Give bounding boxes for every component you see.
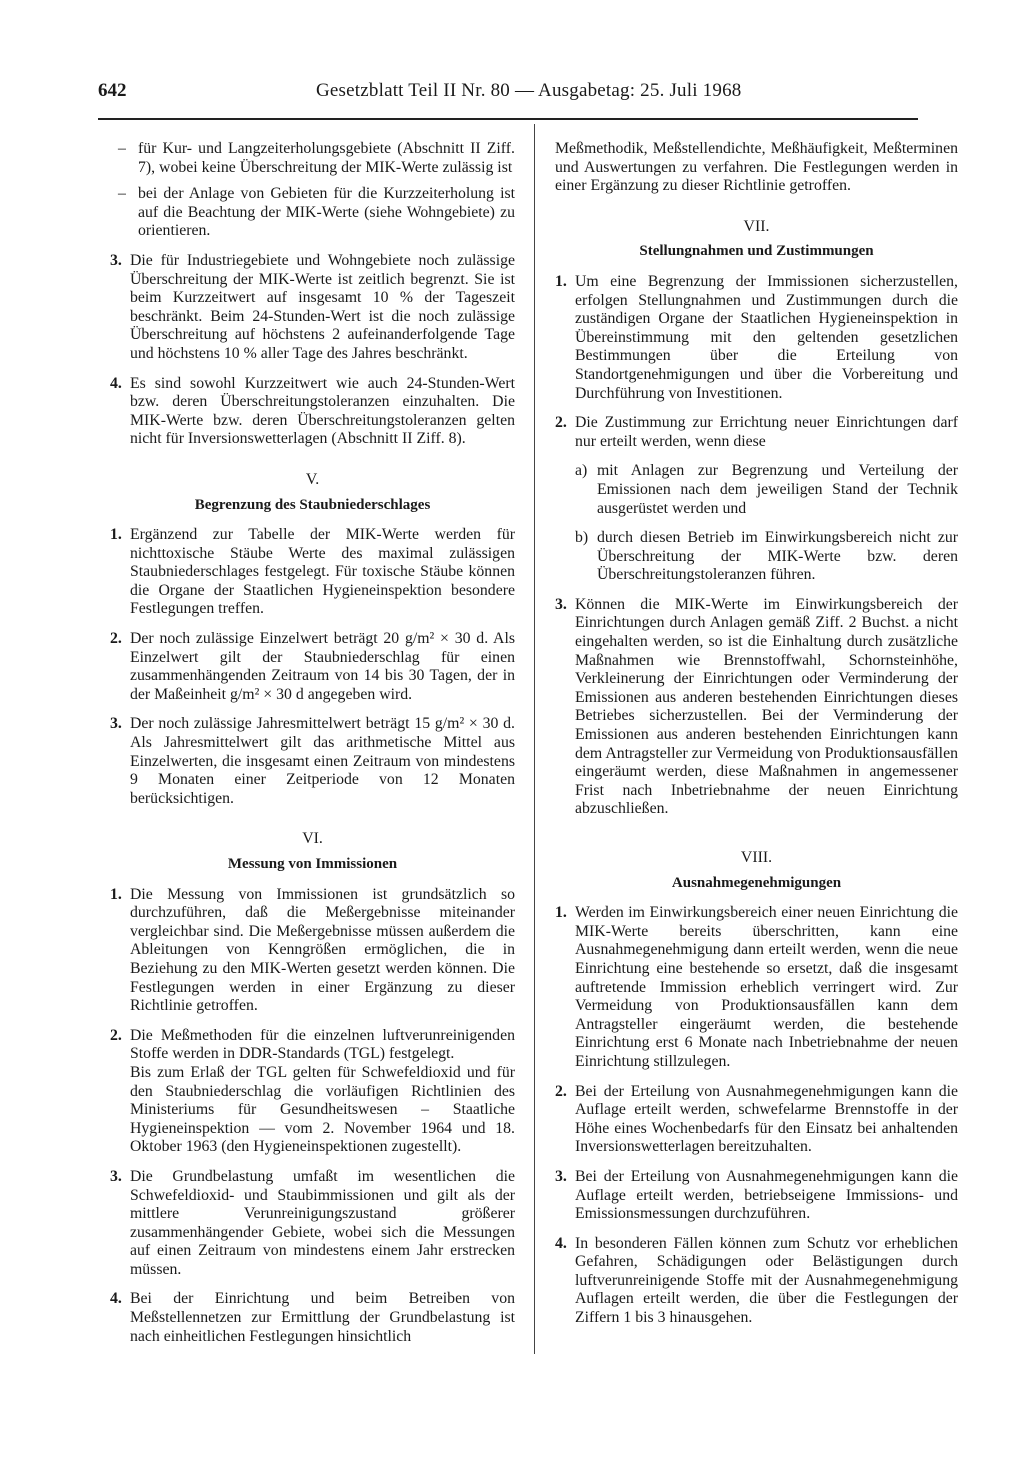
item-text: Bei der Erteilung von Ausnahmegenehmigungen kann die Auflage erteilt werden, betriebseigene Immissions- und Emissionsmessungen durchzuführen. <box>575 1167 958 1223</box>
section-viii-number: VIII. <box>740 849 773 866</box>
item-number: 1. <box>110 526 122 544</box>
item-text: Werden im Einwirkungsbereich einer neuen Einrichtung die MIK-Werte bereits überschritten, kann eine Ausnahmegenehmigung dann erteilt werden, wenn die neue Einrichtung eine bestehende so ersetzt, daß die insgesamt auftretende Immission erheblich verringert wird. Zur Vermeidung von Produktionsausfällen kann dem Antragsteller eingeräumt werden, die bestehende Einrichtung erst 6 Monate nach Inbetriebnahme der neuen Einrichtung stillzulegen. <box>575 904 958 1070</box>
page-number: 642 <box>98 80 127 101</box>
column-divider <box>534 124 535 1354</box>
item-number: 2. <box>555 414 567 432</box>
list-item <box>110 630 515 704</box>
item-text: Die Zustimmung zur Errichtung neuer Einrichtungen darf nur erteilt werden, wenn diese <box>575 414 958 450</box>
list-item <box>555 1235 958 1328</box>
item-number: 3. <box>555 595 567 613</box>
section-viii-heading: Ausnahmegenehmigungen <box>671 874 842 891</box>
dash-item-text: für Kur- und Langzeiterholungsgebiete (Abschnitt II Ziff. 7), wobei keine Überschreitung der MIK-Werte zulässig ist <box>138 140 515 176</box>
page-header <box>98 80 918 108</box>
sub-item <box>555 462 958 518</box>
list-item <box>110 1290 515 1346</box>
item-number: 3. <box>110 1167 122 1185</box>
item-number: 3. <box>110 715 122 733</box>
item-text: Bei der Erteilung von Ausnahmegenehmigungen kann die Auflage erteilt werden, schwefelarme Brennstoffe in der Höhe eines Wochenbedarfs für den Einsatz bei anhaltenden Inversionswetterlagen bereitzuhalten. <box>575 1082 958 1156</box>
list-item <box>555 1168 958 1224</box>
list-item <box>555 273 958 403</box>
item-text: Der noch zulässige Jahresmittelwert beträgt 15 g/m² × 30 d. Als Jahresmittelwert gilt das arithmetische Mittel aus Einzelwerten, die insgesamt einen Zeitraum von mindestens 9 Monaten einer Zeitperiode von 12 Monaten berücksichtigen. <box>130 715 515 807</box>
section-vi-heading: Messung von Immissionen <box>227 856 398 872</box>
list-item <box>110 526 515 619</box>
item-text: Die Messung von Immissionen ist grundsätzlich so durchzuführen, daß die Meßergebnisse miteinander vergleichbar sind. Die Meßergebnisse müssen außerdem die Ableitungen von Kenngrößen ermöglichen, die in Beziehung zu den MIK-Werten gesetzt werden können. Die Festlegungen werden in einer Ergänzung zu dieser Richtlinie getroffen. <box>130 885 515 1015</box>
dash-item <box>110 185 515 241</box>
sub-item-label: b) <box>575 529 589 547</box>
list-item <box>110 375 515 449</box>
list-item <box>110 715 515 808</box>
sub-item <box>555 529 958 585</box>
item-text: Der noch zulässige Einzelwert beträgt 20 g/m² × 30 d. Als Einzelwert gilt der Staubniederschlag für einen zusammenhängenden Zeitraum von 14 bis 30 Tagen, der in der Maßeinheit g/m² × 30 d angegeben wird. <box>130 630 515 703</box>
item-text: In besonderen Fällen können zum Schutz vor erheblichen Gefahren, Schädigungen oder Belästigungen durch luftverunreinigende Stoffe mit der Ausnahmegenehmigung Auflagen erteilt werden, die über die Festlegungen der Ziffern 1 bis 3 hinausgehen. <box>575 1234 958 1327</box>
dash-marker: – <box>118 185 126 203</box>
section-vii-number: VII. <box>743 217 770 235</box>
list-item <box>555 596 958 819</box>
dash-marker: – <box>118 140 126 157</box>
list-item <box>555 1083 958 1157</box>
list-item <box>110 886 515 1016</box>
item-number: 3. <box>110 251 122 269</box>
item-text: Die für Industriegebiete und Wohngebiete noch zulässige Überschreitung der MIK-Werte ist zeitlich begrenzt. Sie ist beim Kurzzeitwert auf insgesamt 10 % der Tageszeit beschränkt. Beim 24-Stunden-Wert ist die noch zulässige Überschreitung auf höchstens 2 aufeinanderfolgende Tage und höchstens 10 % aller Tage des Jahres beschränkt. <box>130 251 515 362</box>
item-number: 1. <box>110 885 122 903</box>
sub-item-text: mit Anlagen zur Begrenzung und Verteilung der Emissionen nach dem jeweiligen Stand der Technik ausgerüstet werden und <box>597 462 958 517</box>
section-vii-heading: Stellungnahmen und Zustimmungen <box>639 243 874 260</box>
item-number: 2. <box>555 1082 567 1100</box>
item-text: Um eine Begrenzung der Immissionen sicherzustellen, erfolgen Stellungnahmen und Zustimmungen durch die zuständigen Organe der Staatlichen Hygieneinspektion in Übereinstimmung mit den geltenden gesetzlichen Bestimmungen über die Erteilung von Standortgenehmigungen und über die Vorbereitung und Durchführung von Investitionen. <box>575 272 958 402</box>
dash-item-text: bei der Anlage von Gebieten für die Kurzzeiterholung ist auf die Beachtung der MIK-Werte (siehe Wohngebiete) zu orientieren. <box>138 185 515 240</box>
section-v-heading: Begrenzung des Staubniederschlages <box>194 496 431 513</box>
item-text: Können die MIK-Werte im Einwirkungsbereich der Einrichtungen durch Anlagen gemäß Ziff. 2 Buchst. a nicht eingehalten werden, so ist die Einhaltung durch zusätzliche Maßnahmen wie Brennstoffwahl, Schornsteinhöhe, Verkleinerung der Einrichtungen oder Verminderung der Emissionen aus anderen bestehenden Einrichtungen dieses Betriebes sicherzustellen. Bei der Verminderung der Emissionen aus anderen bestehenden Einrichtungen kann dem Antragsteller zur Vermeidung von Produktionsausfällen eingeräumt werden, diese Maßnahmen in angemessener Frist nach Inbetriebnahme der neuen Einrichtung abzuschließen. <box>575 595 958 818</box>
sub-item-label: a) <box>575 462 588 480</box>
item-number: 4. <box>110 1290 122 1308</box>
list-item <box>110 252 515 364</box>
header-rule <box>98 118 918 120</box>
item-text: Bei der Einrichtung und beim Betreiben von Meßstellennetzen zur Ermittlung der Grundbelastung ist nach einheitlichen Festlegungen hinsichtlich <box>130 1290 515 1345</box>
list-item <box>110 1027 515 1157</box>
item-number: 1. <box>555 904 567 922</box>
item-number: 2. <box>110 1026 122 1044</box>
item-number: 1. <box>555 272 567 290</box>
left-column <box>110 140 515 1357</box>
item-text: Es sind sowohl Kurzzeitwert wie auch 24-Stunden-Wert bzw. deren Überschreitungstoleranzen einzuhalten. Die MIK-Werte bzw. deren Überschreitungstoleranzen gelten nicht für Inversionswetterlagen (Abschnitt II Ziff. 8). <box>130 374 515 448</box>
item-number: 2. <box>110 630 122 648</box>
item-text: Die Grundbelastung umfaßt im wesentlichen die Schwefeldioxid- und Staubimmissionen und gilt als der mittlere Verunreinigungszustand größerer zusammenhängender Gebiete, wobei sich die Messungen auf einen Zeitraum von mindestens einem Jahr erstrecken müssen. <box>130 1167 515 1278</box>
item-text-continued: Bis zum Erlaß der TGL gelten für Schwefeldioxid und für den Staubniederschlag die vorläufigen Richtlinien des Ministeriums für Gesundheitswesen – Staatliche Hygieneinspektion — vom 2. November 1964 und 18. Oktober 1963 (den Hygieneinspektionen zugestellt). <box>130 1063 515 1156</box>
continuation-text: Meßmethodik, Meßstellendichte, Meßhäufigkeit, Meßterminen und Auswertungen zu verfahren. Die Festlegungen werden in einer Ergänzung zu dieser Richtlinie getroffen. <box>555 140 958 195</box>
item-text: Ergänzend zur Tabelle der MIK-Werte werden für nichttoxische Stäube Werte des maximal zulässigen Staubniederschlages festgelegt. Für toxische Stäube können die Organe der Staatlichen Hygieneinspektion besondere Festlegungen treffen. <box>130 526 515 618</box>
item-number: 3. <box>555 1167 567 1185</box>
list-item <box>555 414 958 451</box>
item-number: 4. <box>555 1234 567 1252</box>
dash-item <box>110 140 515 177</box>
section-v-number: V. <box>305 470 320 488</box>
item-number: 4. <box>110 374 122 392</box>
gazette-header-title: Gesetzblatt Teil II Nr. 80 — Ausgabetag: 25. Juli 1968 <box>316 80 742 101</box>
list-item <box>110 1168 515 1280</box>
item-text: Die Meßmethoden für die einzelnen luftverunreinigenden Stoffe werden in DDR-Standards (TGL) festgelegt. <box>130 1026 515 1063</box>
right-column <box>555 140 958 1339</box>
sub-item-text: durch diesen Betrieb im Einwirkungsbereich nicht zur Überschreitung der MIK-Werte bzw. deren Überschreitungstoleranzen führen. <box>597 529 958 584</box>
list-item <box>555 904 958 1071</box>
section-vi-number: VI. <box>302 830 323 848</box>
